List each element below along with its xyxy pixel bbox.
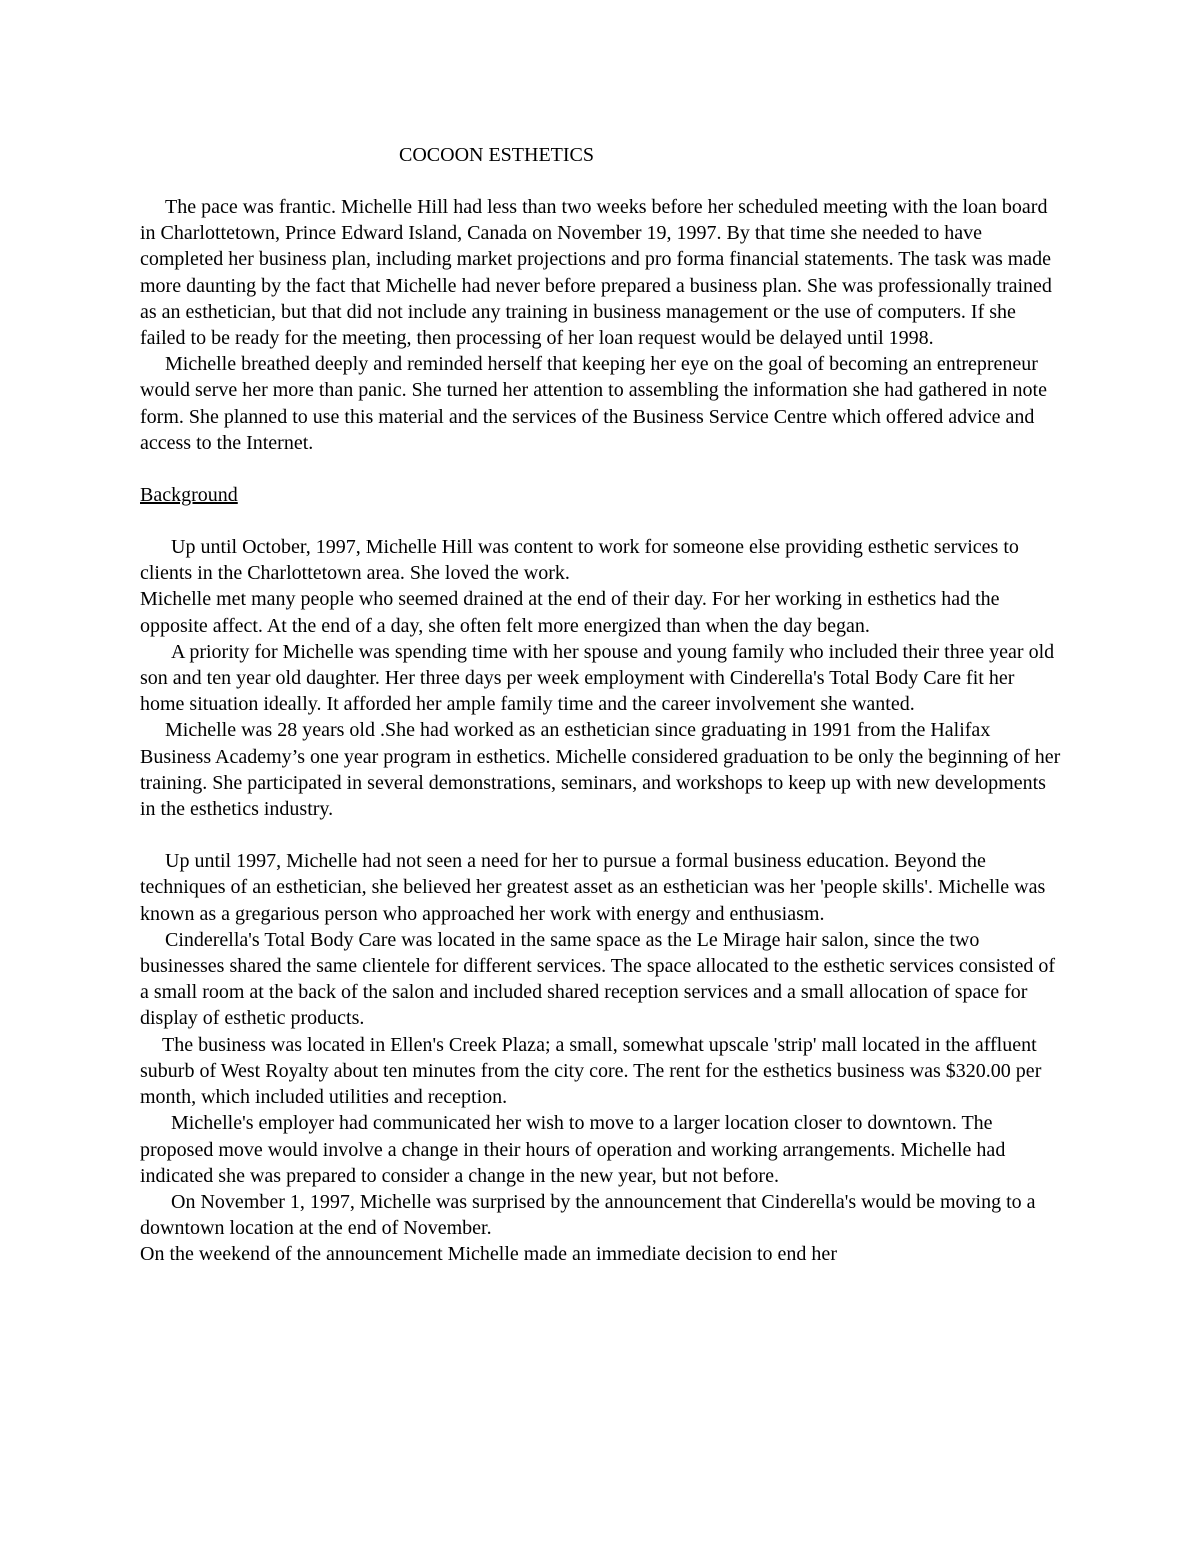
- background-paragraph-3: A priority for Michelle was spending time with her spouse and young family who included their three year old son and ten year old daughter. Her three days per week employment with Cinderella's Total Body Care fit her home situation ideally. It afforded her ample family time and the career involvement she wanted.: [140, 640, 1055, 716]
- intro-paragraph-2: Michelle breathed deeply and reminded herself that keeping her eye on the goal of becoming an entrepreneur would serve her more than panic. She turned her attention to assembling the information she had gathered in note form. She planned to use this material and the services of the Business Service Centre which offered advice and access to the Internet.: [140, 353, 1047, 454]
- background-paragraph-4: Michelle was 28 years old .She had worked as an esthetician since graduating in 1991 from the Halifax Business Academy’s one year program in esthetics. Michelle considered graduation to be only the beginning of her training. She participated in several demonstrations, seminars, and workshops to keep up with new developments in the esthetics industry.: [140, 719, 1061, 821]
- background-paragraph-8: Michelle's employer had communicated her wish to move to a larger location closer to downtown. The proposed move would involve a change in their hours of operation and working arrangements. Michelle had indicated she was prepared to consider a change in the new year, but not before.: [140, 1112, 1006, 1187]
- document-title: COCOON ESTHETICS: [399, 144, 595, 166]
- paragraph-gap: [140, 822, 1062, 848]
- intro-paragraph-1: The pace was frantic. Michelle Hill had less than two weeks before her scheduled meeting with the loan board in Charlottetown, Prince Edward Island, Canada on November 19, 1997. By that time she needed to have completed her business plan, including market projections and pro forma financial statements. The task was made more daunting by the fact that Michelle had never before prepared a business plan. She was professionally trained as an esthetician, but that did not include any training in business management or the use of computers. If she failed to be ready for the meeting, then processing of her loan request would be delayed until 1998.: [140, 196, 1052, 350]
- background-paragraph-1: Up until October, 1997, Michelle Hill was content to work for someone else providing esthetic services to clients in the Charlottetown area. She loved the work.: [140, 536, 1019, 585]
- document-page: [140, 142, 1062, 1268]
- background-paragraph-7: The business was located in Ellen's Creek Plaza; a small, somewhat upscale 'strip' mall located in the affluent suburb of West Royalty about ten minutes from the city core. The rent for the esthetics business was $320.00 per month, which included utilities and reception.: [140, 1033, 1042, 1109]
- background-paragraph-9: On November 1, 1997, Michelle was surprised by the announcement that Cinderella's would be moving to a downtown location at the end of November.: [140, 1190, 1036, 1240]
- background-paragraph-5: Up until 1997, Michelle had not seen a need for her to pursue a formal business education. Beyond the techniques of an esthetician, she believed her greatest asset as an esthetician was her 'people skills'. Michelle was known as a gregarious person who approached her work with energy and enthusiasm.: [140, 850, 1046, 925]
- background-paragraph-10: On the weekend of the announcement Michelle made an immediate decision to end her: [140, 1243, 837, 1266]
- background-paragraph-6: Cinderella's Total Body Care was located in the same space as the Le Mirage hair salon, since the two businesses shared the same clientele for different services. The space allocated to the esthetic services consisted of a small room at the back of the salon and included shared reception services and a small allocation of space for display of esthetic products.: [140, 928, 1056, 1030]
- background-heading: Background: [140, 484, 238, 507]
- background-paragraph-2: Michelle met many people who seemed drained at the end of their day. For her working in esthetics had the opposite affect. At the end of a day, she often felt more energized than when the day began.: [140, 588, 1000, 637]
